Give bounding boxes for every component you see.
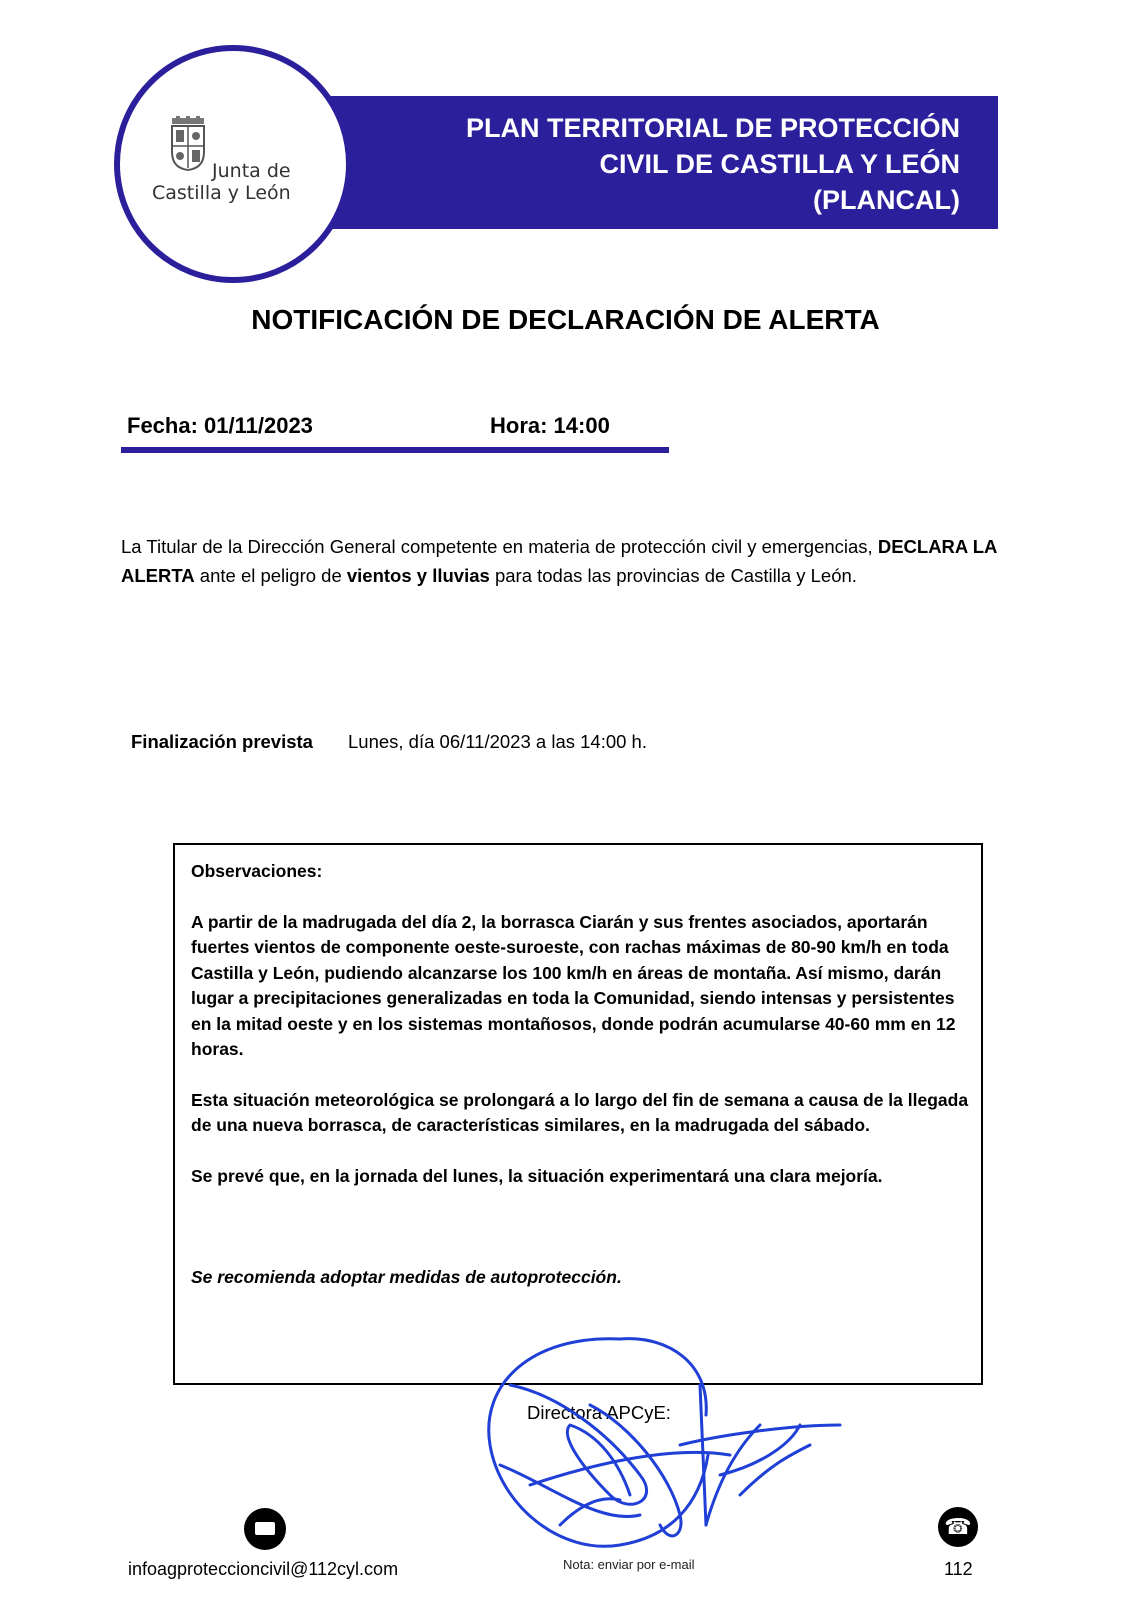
handwritten-signature (470, 1325, 870, 1565)
plan-title-line3: (PLANCAL) (813, 185, 960, 215)
observaciones-box (173, 843, 983, 1385)
intro-text-2: ante el peligro de (194, 565, 347, 586)
envelope-icon (244, 1508, 286, 1550)
finalizacion-label: Finalización prevista (131, 731, 313, 752)
plan-title-line2: CIVIL DE CASTILLA Y LEÓN (599, 149, 960, 179)
observaciones-heading: Observaciones: (191, 861, 323, 881)
contact-phone[interactable]: 112 (944, 1559, 973, 1579)
intro-text-3: para todas las provincias de Castilla y León. (489, 565, 857, 586)
hora-label: Hora: 14:00 (490, 413, 610, 438)
nota-text: Nota: enviar por e-mail (563, 1557, 695, 1572)
document-title: NOTIFICACIÓN DE DECLARACIÓN DE ALERTA (251, 304, 880, 335)
finalizacion-value: Lunes, día 06/11/2023 a las 14:00 h. (348, 731, 647, 752)
plan-title-line1: PLAN TERRITORIAL DE PROTECCIÓN (465, 113, 960, 143)
signer-label: Directora APCyE: (527, 1402, 671, 1423)
observaciones-paragraph-3: Se prevé que, en la jornada del lunes, la situación experimentará una clara mejoría. (191, 1165, 883, 1186)
header-banner (330, 96, 998, 229)
plan-title (466, 110, 960, 218)
date-underline (121, 447, 669, 453)
logo-line2: Castilla y León (152, 182, 291, 204)
junta-logo-text (152, 160, 312, 204)
intro-bold-declara: DECLARA LA ALERTA (121, 536, 997, 586)
contact-email[interactable]: infoagproteccioncivil@112cyl.com (128, 1559, 399, 1579)
observaciones-paragraph-2: Esta situación meteorológica se prolongará a lo largo del fin de semana a causa de la llegada de una nueva borrasca, de características similares, en la madrugada del sábado. (191, 1089, 969, 1135)
intro-text-1: La Titular de la Dirección General competente en materia de protección civil y emergencias, (121, 536, 878, 557)
observaciones-paragraph-1: A partir de la madrugada del día 2, la borrasca Ciarán y sus frentes asociados, aportarán fuertes vientos de componente oeste-suroeste, con rachas máximas de 80-90 km/h en toda Castilla y León, pudiendo alcanzarse los 100 km/h en áreas de montaña. Así mismo, darán lugar a precipitaciones generalizadas en toda la Comunidad, siendo intensas y persistentes en la mitad oeste y en los sistemas montañosos, donde podrán acumularse 40-60 mm en 12 horas. (191, 911, 956, 1059)
intro-paragraph (121, 532, 1001, 590)
observaciones-recommendation: Se recomienda adoptar medidas de autoprotección. (191, 1267, 622, 1287)
fecha-label: Fecha: 01/11/2023 (127, 413, 313, 438)
phone-icon: ☎ (938, 1507, 978, 1547)
intro-bold-vientos: vientos y lluvias (346, 565, 490, 586)
logo-line1: Junta de (212, 160, 291, 182)
